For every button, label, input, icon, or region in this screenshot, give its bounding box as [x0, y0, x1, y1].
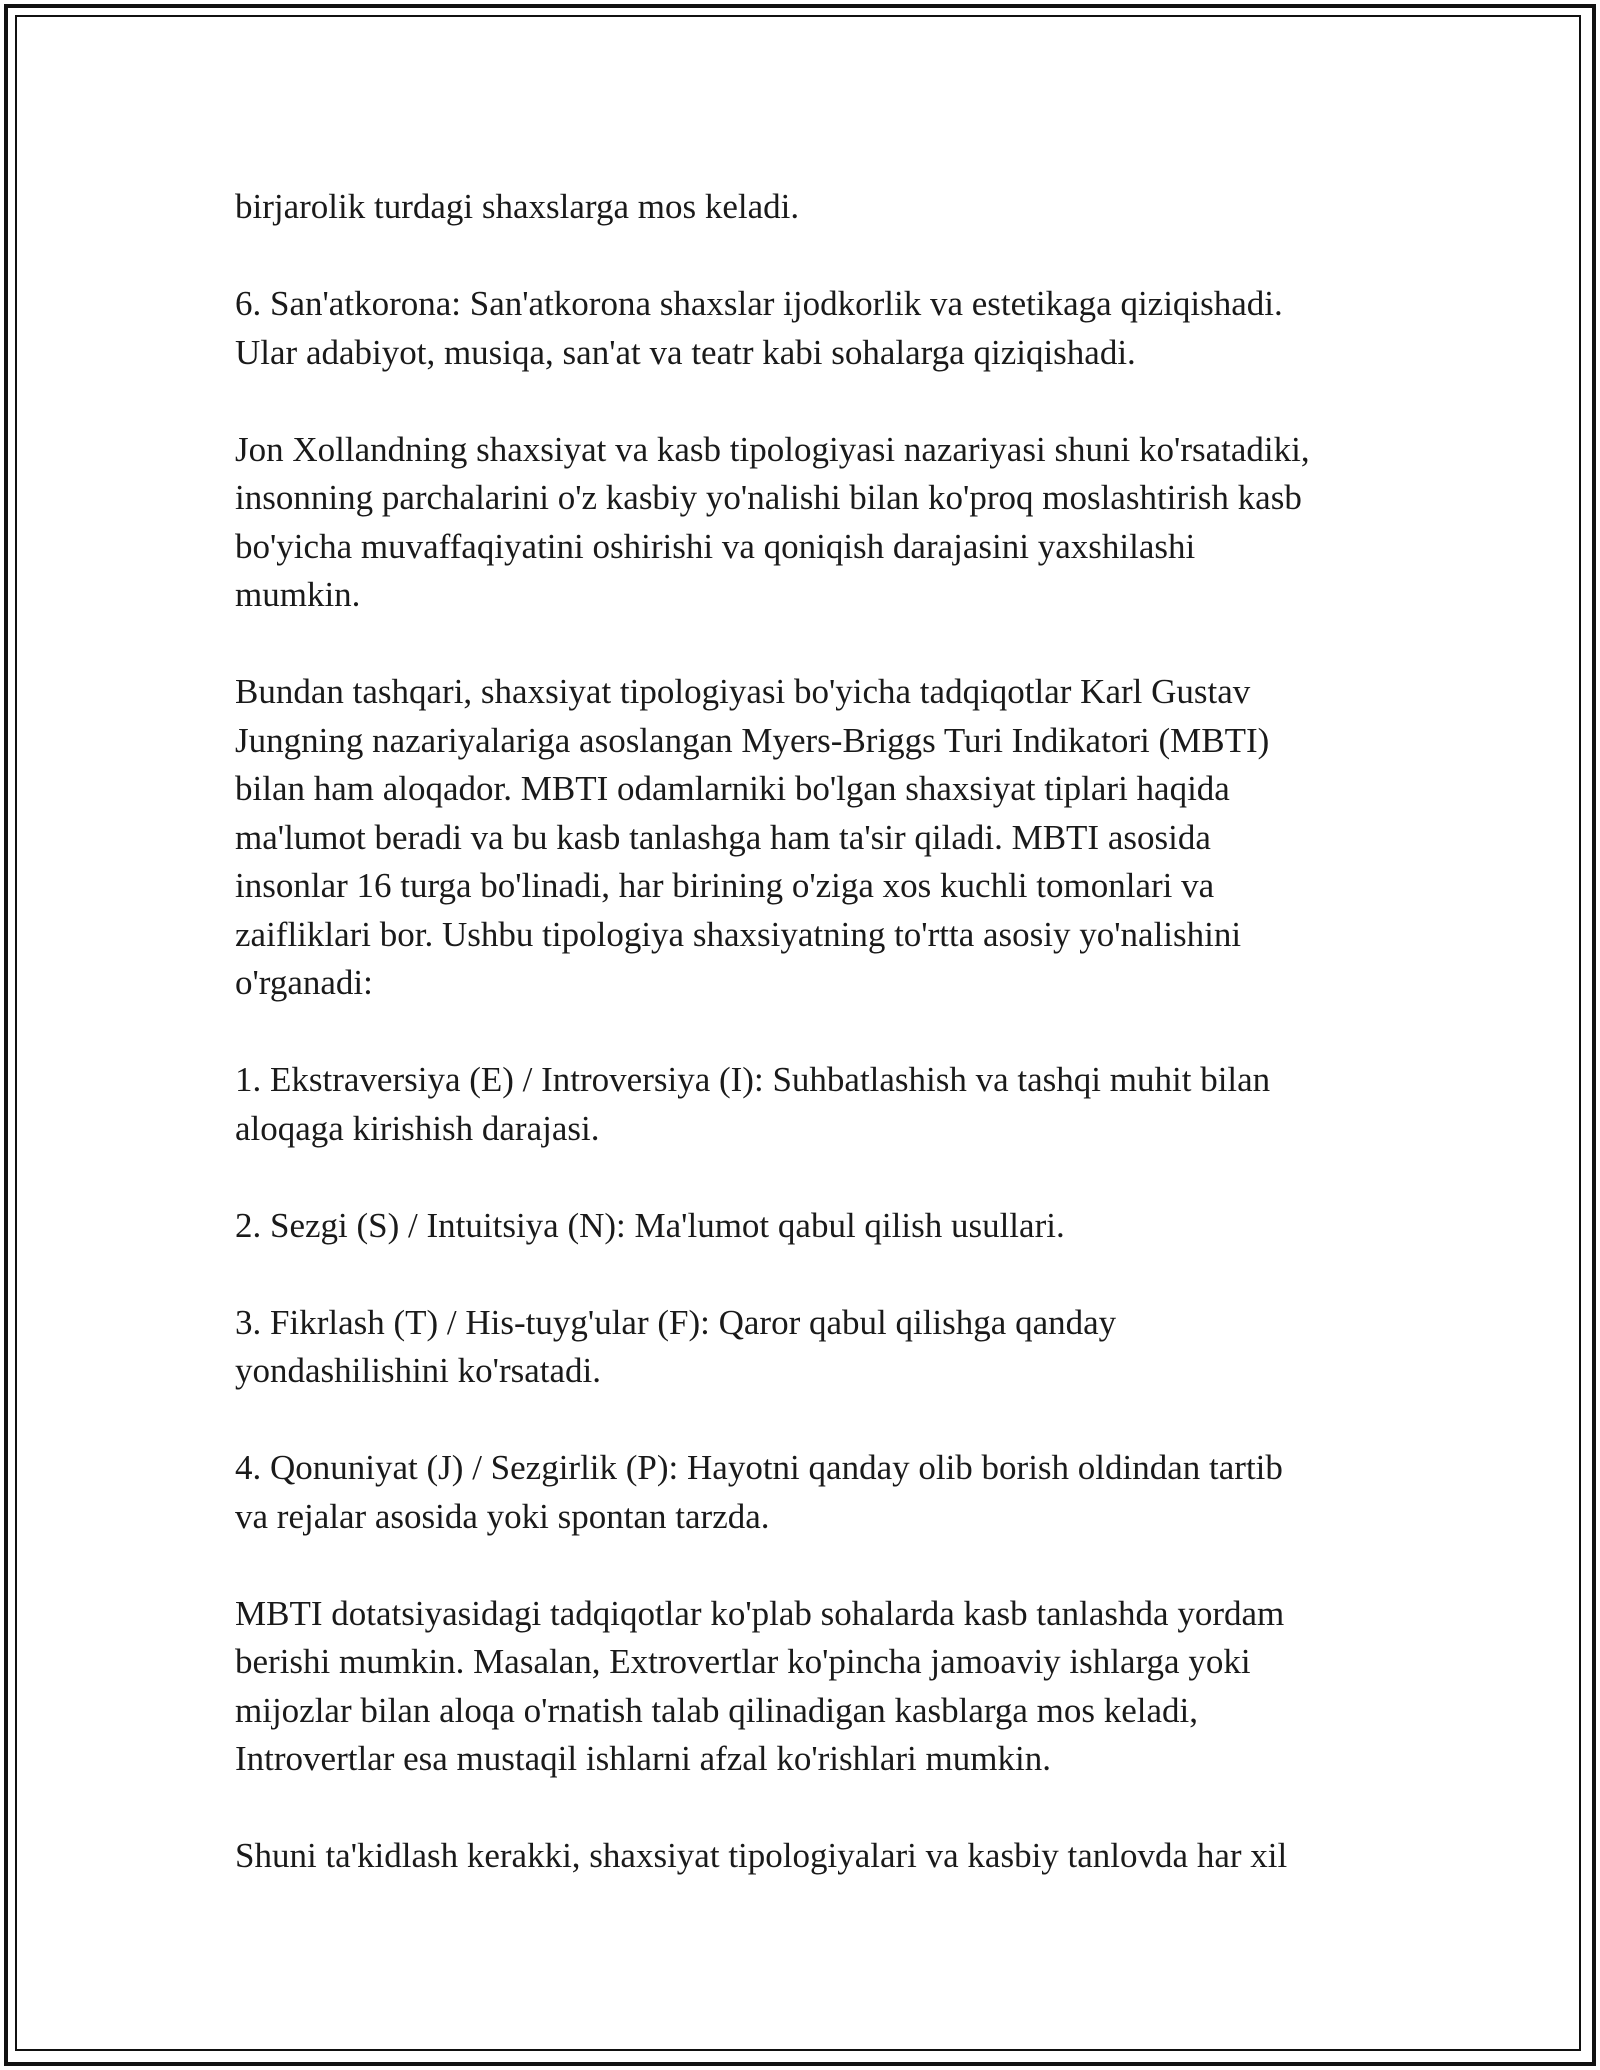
text-line: berishi mumkin. Masalan, Extrovertlar ko'pincha jamoaviy ishlarga yoki — [235, 1642, 1251, 1681]
text-line: Jungning nazariyalariga asoslangan Myers-Briggs Turi Indikatori (MBTI) — [235, 720, 1270, 760]
text-line: bilan ham aloqador. MBTI odamlarniki bo'lgan shaxsiyat tiplari haqida — [235, 769, 1230, 808]
text-line: bo'yicha muvaffaqiyatini oshirishi va qoniqish darajasini yaxshilashi — [235, 526, 1196, 566]
paragraph — [235, 1202, 1375, 1251]
text-line: mumkin. — [235, 575, 361, 614]
paragraph — [235, 1590, 1375, 1784]
document-body — [235, 183, 1375, 1929]
text-line: Shuni ta'kidlash kerakki, shaxsiyat tipologiyalari va kasbiy tanlovda har xil — [235, 1836, 1288, 1875]
text-line: zaifliklari bor. Ushbu tipologiya shaxsiyatning to'rtta asosiy yo'nalishini — [235, 914, 1242, 954]
text-line: 2. Sezgi (S) / Intuitsiya (N): Ma'lumot qabul qilish usullari. — [235, 1205, 1065, 1245]
text-line: 6. San'atkorona: San'atkorona shaxslar ijodkorlik va estetikaga qiziqishadi. — [235, 284, 1283, 323]
text-line: MBTI dotatsiyasidagi tadqiqotlar ko'plab sohalarda kasb tanlashda yordam — [235, 1593, 1285, 1633]
text-line: Bundan tashqari, shaxsiyat tipologiyasi bo'yicha tadqiqotlar Karl Gustav — [235, 672, 1251, 711]
text-line: 1. Ekstraversiya (E) / Introversiya (I): Suhbatlashish va tashqi muhit bilan — [235, 1060, 1271, 1099]
paragraph — [235, 1444, 1375, 1541]
paragraph — [235, 668, 1375, 1008]
paragraph — [235, 426, 1375, 620]
paragraph — [235, 1299, 1375, 1396]
text-line: o'rganadi: — [235, 963, 373, 1002]
text-line: insonlar 16 turga bo'linadi, har birining o'ziga xos kuchli tomonlari va — [235, 866, 1215, 905]
text-line: 4. Qonuniyat (J) / Sezgirlik (P): Hayotni qanday olib borish oldindan tartib — [235, 1448, 1283, 1487]
text-line: Jon Xollandning shaxsiyat va kasb tipologiyasi nazariyasi shuni ko'rsatadiki, — [235, 429, 1310, 469]
paragraph — [235, 1832, 1375, 1881]
text-line: aloqaga kirishish darajasi. — [235, 1108, 600, 1148]
text-line: Introvertlar esa mustaqil ishlarni afzal ko'rishlari mumkin. — [235, 1739, 1051, 1778]
text-line: va rejalar asosida yoki spontan tarzda. — [235, 1496, 770, 1536]
paragraph — [235, 280, 1375, 377]
text-line: Ular adabiyot, musiqa, san'at va teatr kabi sohalarga qiziqishadi. — [235, 332, 1136, 372]
text-line: 3. Fikrlash (T) / His-tuyg'ular (F): Qaror qabul qilishga qanday — [235, 1302, 1117, 1342]
text-line: birjarolik turdagi shaxslarga mos keladi. — [235, 187, 800, 226]
text-line: insonning parchalarini o'z kasbiy yo'nalishi bilan ko'proq moslashtirish kasb — [235, 478, 1302, 517]
paragraph — [235, 1056, 1375, 1153]
text-line: yondashilishini ko'rsatadi. — [235, 1351, 601, 1390]
text-line: ma'lumot beradi va bu kasb tanlashga ham ta'sir qiladi. MBTI asosida — [235, 817, 1211, 857]
paragraph — [235, 183, 1375, 232]
text-line: mijozlar bilan aloqa o'rnatish talab qilinadigan kasblarga mos keladi, — [235, 1690, 1199, 1730]
